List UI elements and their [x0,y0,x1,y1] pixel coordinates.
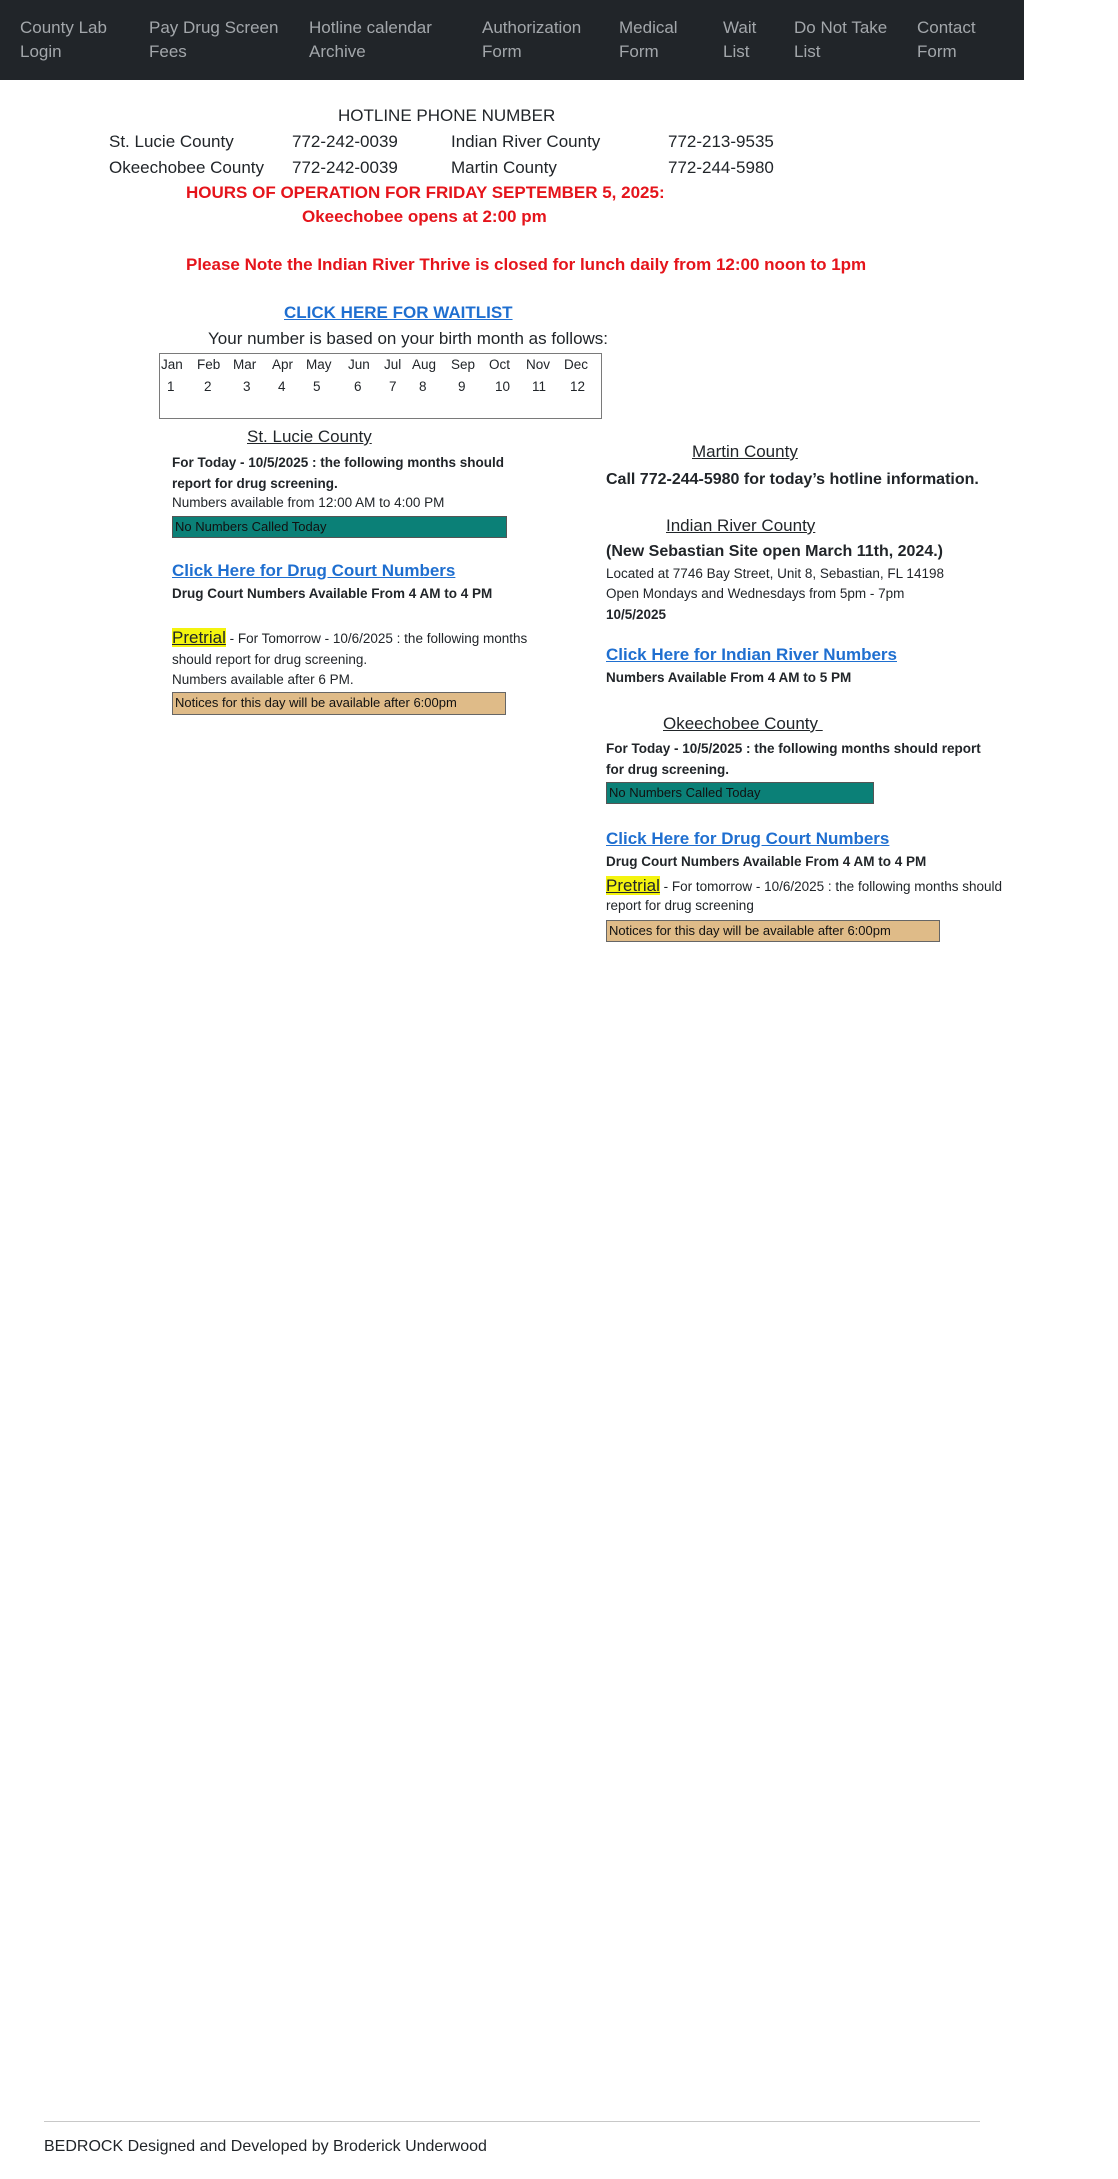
nav-label: Do Not Take [794,18,888,37]
month-number: 9 [458,379,466,394]
okeechobee-today-text: for drug screening. [606,762,730,777]
nav-label: Form [619,42,659,61]
st-lucie-pretrial-text: should report for drug screening. [172,652,368,667]
month-name: Oct [489,357,511,372]
nav-authorization-form[interactable] [482,16,581,64]
martin-heading: Martin County [692,442,798,461]
st-lucie-status-bar: No Numbers Called Today [172,516,507,538]
st-lucie-pretrial-available: Numbers available after 6 PM. [172,672,354,687]
nav-label: County Lab [20,18,107,37]
hotline-title: HOTLINE PHONE NUMBER [338,106,556,125]
footer-credit: BEDROCK Designed and Developed by Broderick Underwood [44,2138,487,2155]
nav-label: Contact [917,18,976,37]
okeechobee-today-text: For Today - 10/5/2025 : the following months should report [606,741,981,756]
hotline-phone: 772-242-0039 [292,158,398,177]
nav-label: Form [917,42,957,61]
indian-river-hours: Numbers Available From 4 AM to 5 PM [606,670,852,685]
hotline-phone: 772-213-9535 [668,132,774,151]
month-number: 11 [532,379,547,394]
month-name: Jan [161,357,183,372]
month-name: Dec [564,357,589,372]
nav-label: Login [20,42,62,61]
month-number: 8 [419,379,427,394]
pretrial-label: Pretrial [606,876,660,895]
nav-pay-drug-screen-fees[interactable] [149,16,278,64]
month-number: 5 [313,379,321,394]
okeechobee-pretrial-notice: Notices for this day will be available after 6:00pm [606,920,940,942]
nav-medical-form[interactable] [619,16,678,64]
month-number: 3 [243,379,251,394]
nav-label: Pay Drug Screen [149,18,279,37]
indian-river-numbers-link[interactable]: Click Here for Indian River Numbers [606,645,897,664]
indian-river-location: Located at 7746 Bay Street, Unit 8, Sebastian, FL 14198 [606,566,944,581]
month-number: 7 [389,379,397,394]
month-number: 4 [278,379,286,394]
pretrial-label: Pretrial [172,628,226,647]
okeechobee-pretrial-text: report for drug screening [606,898,754,913]
st-lucie-pretrial-line [172,628,527,648]
st-lucie-pretrial-notice: Notices for this day will be available after 6:00pm [172,692,506,715]
st-lucie-heading: St. Lucie County [247,427,372,446]
okeechobee-status-bar: No Numbers Called Today [606,782,874,804]
nav-label: Archive [309,42,366,61]
nav-do-not-take-list[interactable] [794,16,887,64]
waitlist-link[interactable]: CLICK HERE FOR WAITLIST [284,303,513,322]
nav-label: Form [482,42,522,61]
indian-river-new-site: (New Sebastian Site open March 11th, 2024.) [606,543,943,560]
month-number: 10 [495,379,511,394]
hotline-phone: 772-242-0039 [292,132,398,151]
hotline-county: Indian River County [451,132,601,151]
st-lucie-drug-court-link[interactable]: Click Here for Drug Court Numbers [172,561,456,580]
month-name: Aug [412,357,437,372]
okeechobee-opens-notice: Okeechobee opens at 2:00 pm [302,207,547,226]
nav-label: List [794,42,821,61]
okeechobee-drug-court-hours: Drug Court Numbers Available From 4 AM to 4 PM [606,854,927,869]
hotline-county: Martin County [451,158,557,177]
hotline-phone: 772-244-5980 [668,158,774,177]
birth-month-table [159,353,602,419]
okeechobee-pretrial-line [606,876,1002,896]
indian-river-date: 10/5/2025 [606,607,667,622]
month-name: Sep [451,357,476,372]
hotline-county: Okeechobee County [109,158,264,177]
month-name: Nov [526,357,551,372]
month-name: Feb [197,357,221,372]
birth-month-instructions: Your number is based on your birth month as follows: [208,329,609,348]
st-lucie-today-text: For Today - 10/5/2025 : the following months should [172,455,505,470]
nav-contact-form[interactable] [917,16,976,64]
st-lucie-drug-court-hours: Drug Court Numbers Available From 4 AM to 4 PM [172,586,493,601]
okeechobee-drug-court-link[interactable]: Click Here for Drug Court Numbers [606,829,890,848]
month-name: Mar [233,357,257,372]
lunch-closed-notice: Please Note the Indian River Thrive is closed for lunch daily from 12:00 noon to 1pm [186,255,867,274]
top-navbar [0,0,1024,80]
st-lucie-today-text: report for drug screening. [172,476,338,491]
st-lucie-numbers-available: Numbers available from 12:00 AM to 4:00 PM [172,495,445,510]
hotline-county: St. Lucie County [109,132,234,151]
indian-river-heading: Indian River County [666,516,816,535]
month-number: 1 [167,379,175,394]
nav-wait-list[interactable] [723,16,756,64]
okeechobee-heading: Okeechobee County [663,714,823,733]
month-name: Apr [272,357,294,372]
nav-label: List [723,42,750,61]
month-name: Jul [384,357,402,372]
month-number: 2 [204,379,212,394]
footer-divider [44,2121,980,2122]
indian-river-open-days: Open Mondays and Wednesdays from 5pm - 7pm [606,586,905,601]
nav-label: Wait [723,18,757,37]
month-number: 6 [354,379,362,394]
nav-hotline-calendar-archive[interactable] [309,16,432,64]
pretrial-text: - For Tomorrow - 10/6/2025 : the following months [225,631,528,646]
nav-label: Fees [149,42,187,61]
nav-label: Hotline calendar [309,18,432,37]
hours-of-operation-title: HOURS OF OPERATION FOR FRIDAY SEPTEMBER 5, 2025: [186,183,665,202]
martin-call-text: Call 772-244-5980 for today’s hotline information. [606,471,979,488]
month-name: May [306,357,332,372]
month-number: 12 [570,379,586,394]
month-name: Jun [348,357,370,372]
nav-county-lab-login[interactable] [20,16,107,64]
pretrial-text: - For tomorrow - 10/6/2025 : the following months should [659,879,1003,894]
nav-label: Medical [619,18,678,37]
nav-label: Authorization [482,18,582,37]
